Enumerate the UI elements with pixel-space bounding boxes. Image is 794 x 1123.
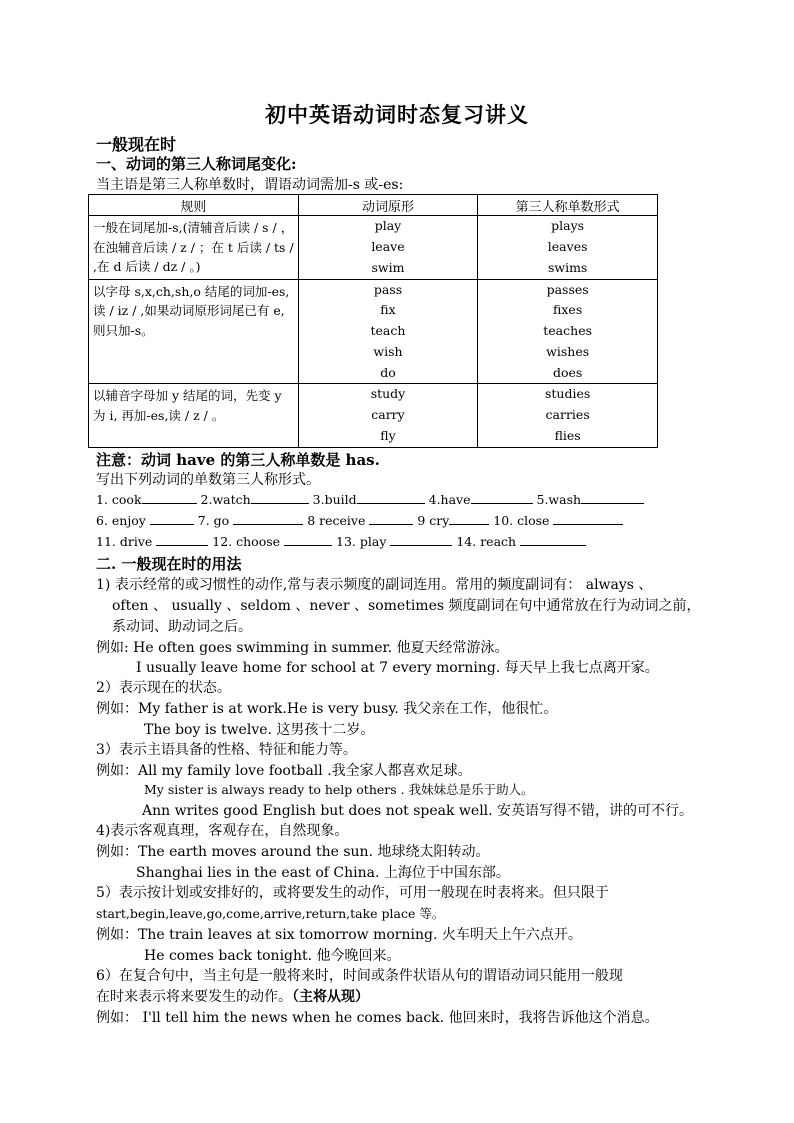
third-person-form: wishes xyxy=(546,343,590,359)
exercise-item-label: 8 receive xyxy=(307,513,366,528)
example-sentence: Ann writes good English but does not speak well. 安英语写得不错，讲的可不行。 xyxy=(142,803,694,819)
intro-text: 当主语是第三人称单数时，谓语动词需加-s 或-es: xyxy=(96,177,404,193)
section-heading-present-simple: 一般现在时 xyxy=(96,135,177,154)
table-header-row xyxy=(89,195,658,216)
exercise-item-label: 2.watch xyxy=(200,492,251,507)
answer-blank[interactable] xyxy=(142,491,197,504)
third-person-cell xyxy=(478,279,658,384)
example-sentence: He comes back tonight. 他今晚回来。 xyxy=(144,948,401,964)
rule-cell: 以辅音字母加 y 结尾的词，先变 y 为 i, 再加-es,读 / z / 。 xyxy=(89,384,299,447)
usage-2-line: 2）表示现在的状态。 xyxy=(96,680,231,696)
base-form-cell xyxy=(298,384,478,447)
usage-1-line: 1) 表示经常的或习惯性的动作,常与表示频度的副词连用。常用的频度副词有： always 、 xyxy=(96,577,653,593)
base-form: fly xyxy=(380,428,396,444)
third-person-form: leaves xyxy=(547,238,588,254)
answer-blank[interactable] xyxy=(449,512,489,525)
usage-5-line: 5）表示按计划或安排好的，或将要发生的动作，可用一般现在时表将来。但只限于 xyxy=(96,885,609,901)
third-person-form: swims xyxy=(547,259,588,275)
base-form: play xyxy=(374,218,402,233)
base-form: carry xyxy=(371,407,405,423)
third-person-form: carries xyxy=(545,407,590,423)
usage-3-line: 3）表示主语具备的性格、特征和能力等。 xyxy=(96,742,357,758)
note-have-has: 注意：动词 have 的第三人称单数是 has. xyxy=(96,451,380,469)
answer-blank[interactable] xyxy=(233,512,303,525)
third-person-form: studies xyxy=(544,386,591,402)
exercise-item-label: 14. reach xyxy=(456,534,517,549)
table-row xyxy=(89,384,658,447)
exercise-item-label: 11. drive xyxy=(96,534,153,549)
base-form: fix xyxy=(380,302,396,318)
answer-blank[interactable] xyxy=(156,533,208,546)
table-header: 动词原形 xyxy=(298,195,478,216)
base-form: leave xyxy=(371,238,405,254)
answer-blank[interactable] xyxy=(471,491,533,504)
usage-4-line: 4)表示客观真理，客观存在，自然现象。 xyxy=(96,823,349,839)
answer-blank[interactable] xyxy=(150,512,194,525)
subheading-third-person: 一、动词的第三人称词尾变化: xyxy=(96,155,297,173)
exercise-item-label: 3.build xyxy=(312,492,357,507)
answer-blank[interactable] xyxy=(520,533,586,546)
third-person-form: plays xyxy=(551,218,585,233)
example-sentence: 例如：The earth moves around the sun. 地球绕太阳转动。 xyxy=(96,844,490,860)
exercise-item-label: 6. enjoy xyxy=(96,513,146,528)
third-person-form: passes xyxy=(546,281,589,297)
exercise-intro: 写出下列动词的单数第三人称形式。 xyxy=(96,472,320,488)
exercise-item-label: 10. close xyxy=(493,513,550,528)
answer-blank[interactable] xyxy=(581,491,644,504)
base-form: wish xyxy=(373,343,403,359)
usage-1-line: often 、 usually 、seldom 、never 、sometimes 频度副词在句中通常放在行为动词之前， xyxy=(112,598,701,614)
usage-6-text: 在时来表示将来要发生的动作。 xyxy=(96,989,292,1005)
table-row xyxy=(89,216,658,280)
usage-6-line xyxy=(96,986,369,1006)
example-sentence: 例如：The train leaves at six tomorrow morning. 火车明天上午六点开。 xyxy=(96,927,582,943)
example-sentence: The boy is twelve. 这男孩十二岁。 xyxy=(144,722,375,738)
answer-blank[interactable] xyxy=(553,512,623,525)
answer-blank[interactable] xyxy=(369,512,413,525)
exercise-item-label: 13. play xyxy=(336,534,387,549)
usage-1-line: 系动词、助动词之后。 xyxy=(112,619,252,635)
answer-blank[interactable] xyxy=(284,533,332,546)
exercise-item-label: 9 cry xyxy=(417,513,450,528)
example-sentence: Shanghai lies in the east of China. 上海位于中国东部。 xyxy=(136,865,510,881)
table-header: 第三人称单数形式 xyxy=(478,195,658,216)
exercise-line xyxy=(96,512,623,528)
answer-blank[interactable] xyxy=(357,491,425,504)
example-sentence: My sister is always ready to help others . 我妹妹总是乐于助人。 xyxy=(144,782,534,797)
answer-blank[interactable] xyxy=(251,491,309,504)
usage-5-line: start,begin,leave,go,come,arrive,return,take place 等。 xyxy=(96,906,445,921)
page-title: 初中英语动词时态复习讲义 xyxy=(265,102,529,127)
section-heading-usage: 二. 一般现在时的用法 xyxy=(96,555,242,573)
base-form-cell xyxy=(298,216,478,280)
exercise-item-label: 12. choose xyxy=(212,534,281,549)
example-sentence: 例如: He often goes swimming in summer. 他夏天经常游泳。 xyxy=(96,640,509,656)
table-row xyxy=(89,279,658,384)
usage-6-line: 6）在复合句中，当主句是一般将来时，时间或条件状语从句的谓语动词只能用一般现 xyxy=(96,968,623,984)
exercise-item-label: 7. go xyxy=(197,513,230,528)
usage-6-tag: （主将从现） xyxy=(292,989,369,1005)
third-person-form: teaches xyxy=(543,323,593,339)
third-person-form: fixes xyxy=(553,302,583,318)
third-person-cell xyxy=(478,384,658,447)
example-sentence: I usually leave home for school at 7 every morning. 每天早上我七点离开家。 xyxy=(136,660,659,676)
base-form: swim xyxy=(371,259,405,275)
example-sentence: 例如： I'll tell him the news when he comes back. 他回来时，我将告诉他这个消息。 xyxy=(96,1010,659,1026)
example-sentence: 例如：My father is at work.He is very busy. 我父亲在工作，他很忙。 xyxy=(96,701,558,717)
answer-blank[interactable] xyxy=(390,533,452,546)
third-person-form: flies xyxy=(554,428,581,444)
base-form: pass xyxy=(373,281,403,297)
base-form: study xyxy=(370,386,406,402)
exercise-item-label: 4.have xyxy=(428,492,471,507)
rule-cell: 一般在词尾加-s,(清辅音后读 / s / ，在浊辅音后读 / z / ；在 t 后读 / ts / ,在 d 后读 / dz / 。) xyxy=(89,216,299,280)
third-person-rules-table xyxy=(88,194,658,448)
table-header: 规则 xyxy=(89,195,299,216)
base-form-cell xyxy=(298,279,478,384)
exercise-item-label: 1. cook xyxy=(96,492,142,507)
exercise-item-label: 5.wash xyxy=(536,492,582,507)
third-person-form: does xyxy=(552,364,583,380)
exercise-line xyxy=(96,533,586,549)
base-form: teach xyxy=(370,323,406,339)
third-person-cell xyxy=(478,216,658,280)
rule-cell: 以字母 s,x,ch,sh,o 结尾的词加-es,读 / iz / ,如果动词原形词尾已有 e,则只加-s。 xyxy=(89,279,299,384)
base-form: do xyxy=(380,364,396,380)
example-sentence: 例如：All my family love football .我全家人都喜欢足球。 xyxy=(96,763,472,779)
exercise-line xyxy=(96,491,644,507)
